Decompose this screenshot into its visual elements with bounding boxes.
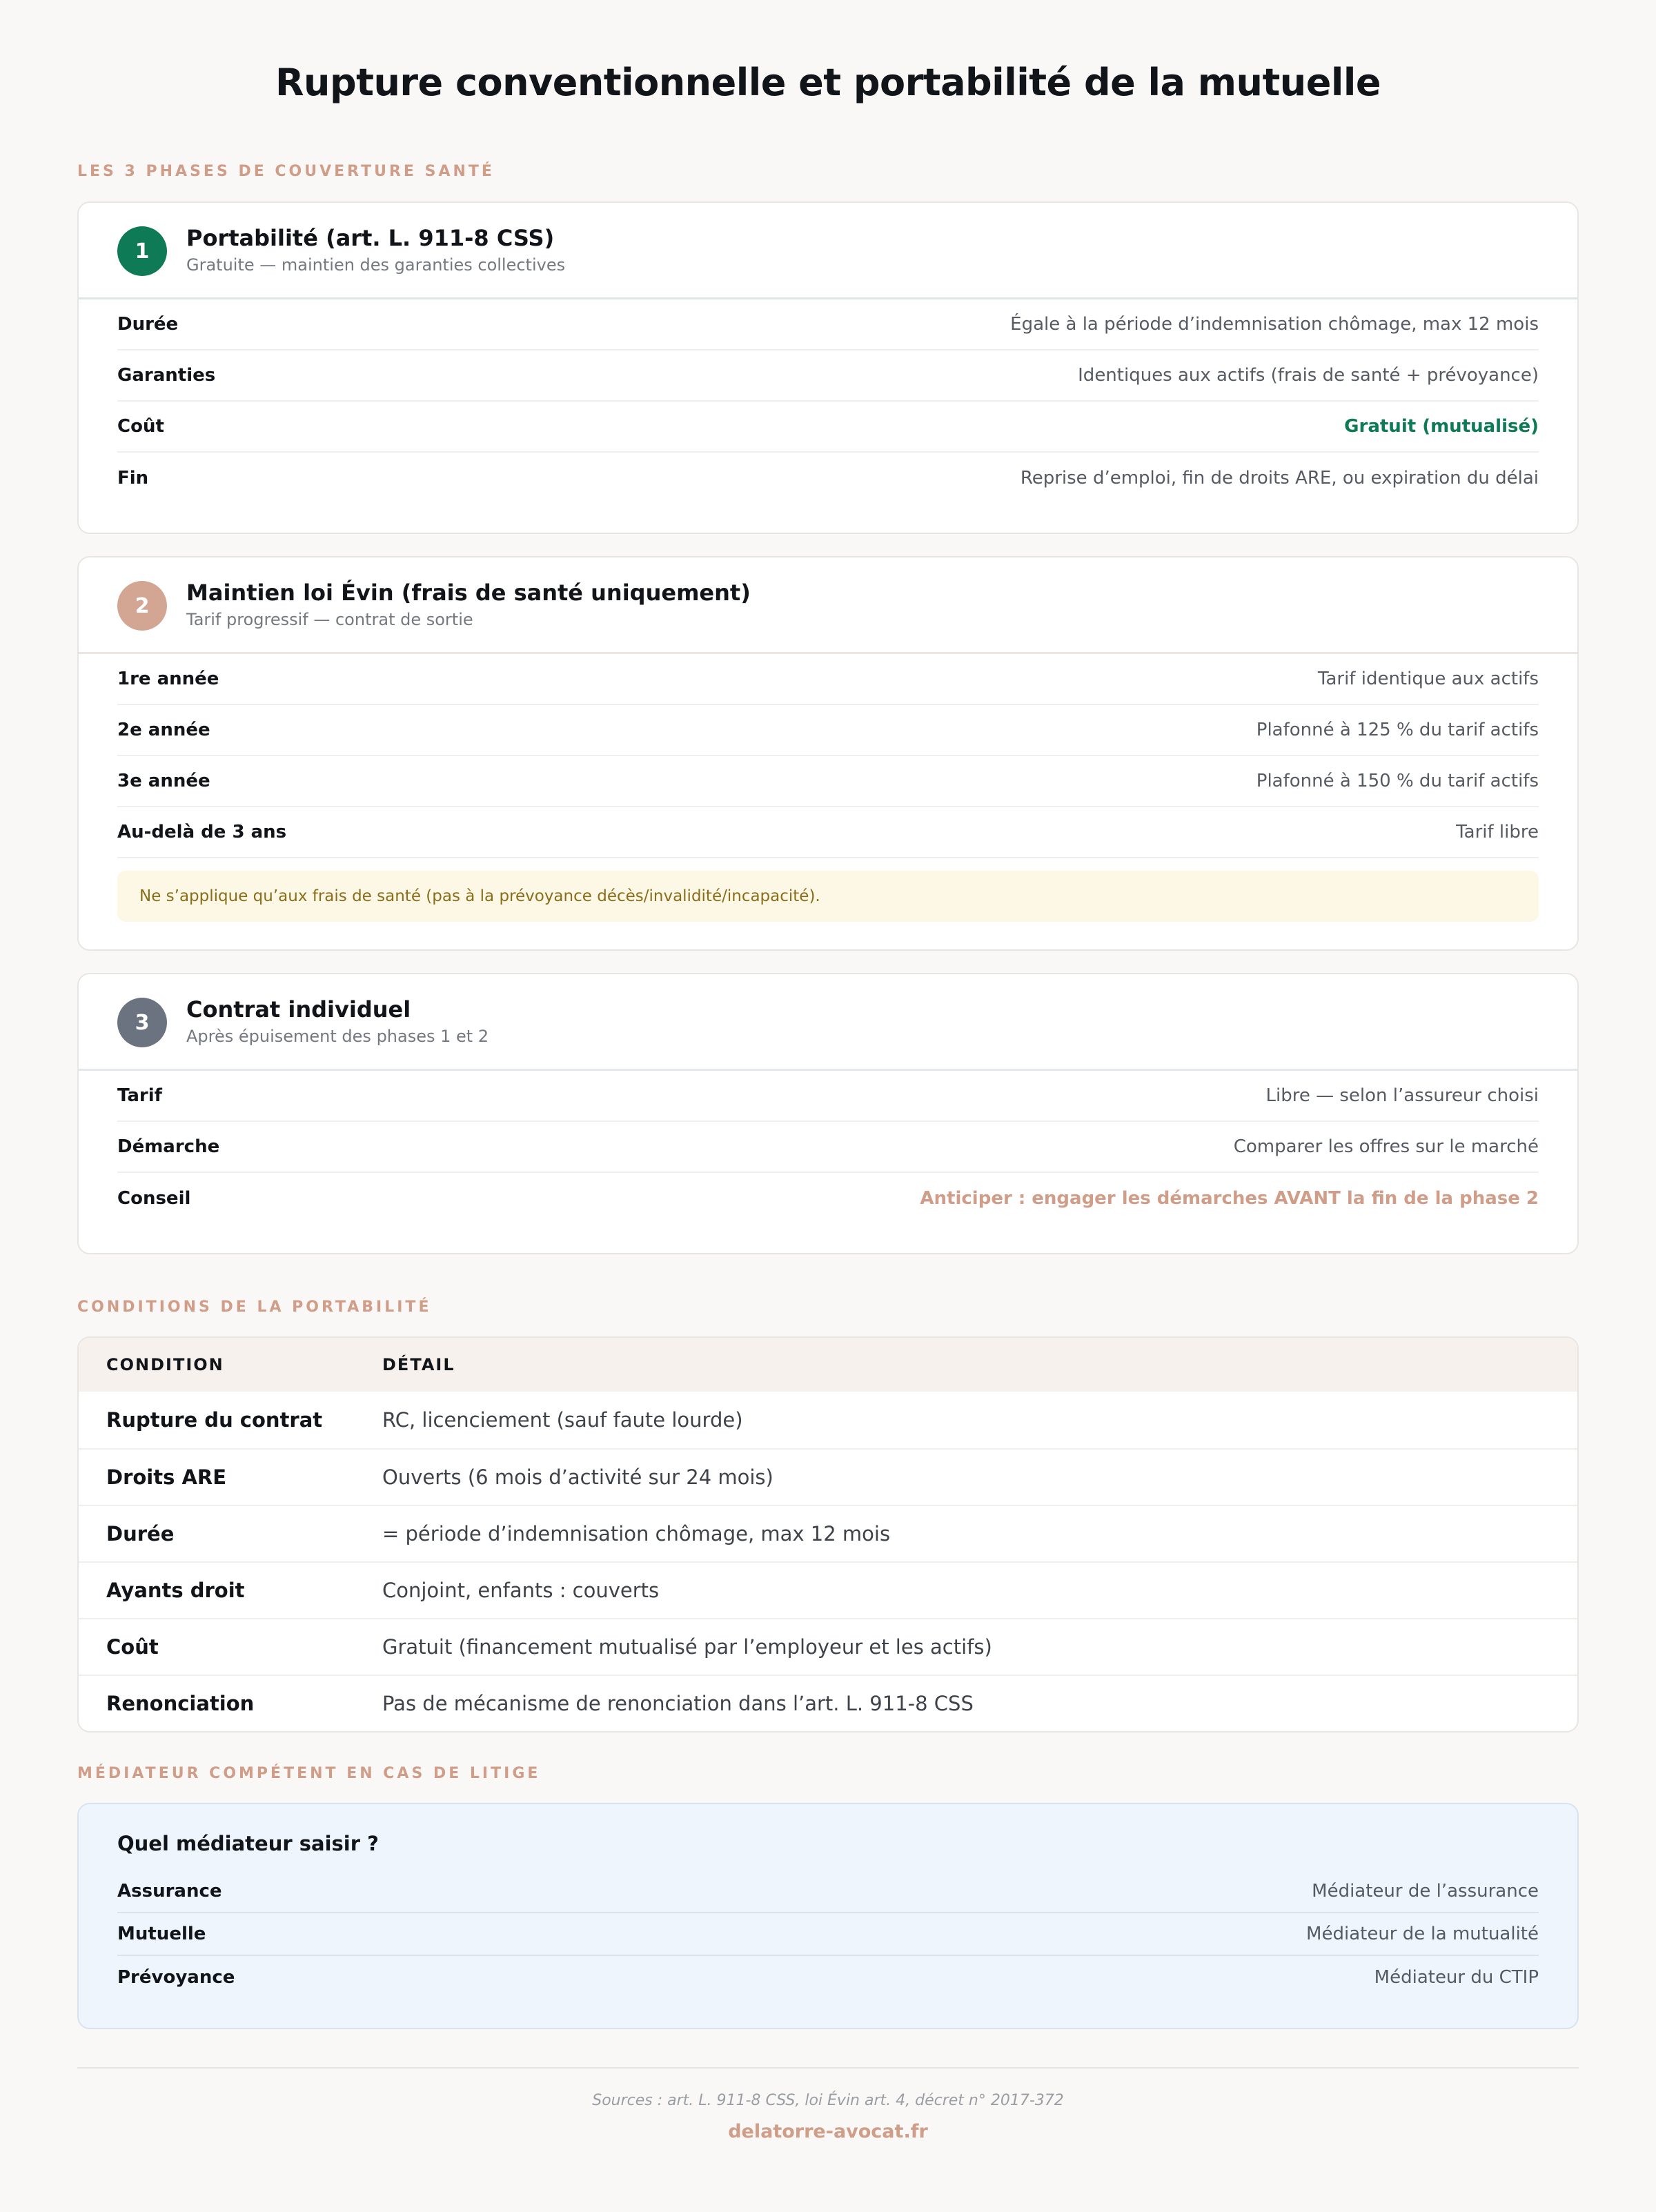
- phase-2-badge: 2: [117, 581, 167, 631]
- footer-site-link[interactable]: delatorre-avocat.fr: [728, 2121, 928, 2142]
- mediator-section-label: MÉDIATEUR COMPÉTENT EN CAS DE LITIGE: [77, 1765, 541, 1782]
- phase-2-header: [79, 557, 1577, 654]
- phase-1-row: [117, 350, 1539, 402]
- phase-2-row: [117, 705, 1539, 756]
- table-cell-detail: Gratuit (financement mutualisé par l’employeur et les actifs): [382, 1635, 992, 1659]
- row-value: Plafonné à 125 % du tarif actifs: [1256, 720, 1539, 740]
- table-row: [79, 1448, 1577, 1505]
- row-value-highlight: Anticiper : engager les démarches AVANT la fin de la phase 2: [920, 1188, 1539, 1209]
- table-cell-condition: Renonciation: [106, 1692, 255, 1715]
- mediator-value: Médiateur de l’assurance: [1312, 1881, 1539, 1902]
- row-key: Coût: [117, 416, 164, 437]
- conditions-table: [77, 1336, 1579, 1732]
- row-value: Tarif identique aux actifs: [1317, 669, 1539, 689]
- phase-3-row: [117, 1122, 1539, 1173]
- mediator-title: Quel médiateur saisir ?: [117, 1832, 379, 1855]
- footer-divider: [77, 2067, 1579, 2068]
- table-row: [79, 1675, 1577, 1731]
- row-key: Conseil: [117, 1188, 191, 1209]
- column-header-detail: DÉTAIL: [382, 1355, 455, 1374]
- row-value: Identiques aux actifs (frais de santé + prévoyance): [1078, 365, 1539, 386]
- table-cell-detail: = période d’indemnisation chômage, max 12 mois: [382, 1522, 891, 1546]
- table-cell-detail: RC, licenciement (sauf faute lourde): [382, 1408, 743, 1432]
- phase-3-header: [79, 974, 1577, 1071]
- mediator-key: Assurance: [117, 1881, 222, 1902]
- table-cell-detail: Pas de mécanisme de renonciation dans l’art. L. 911-8 CSS: [382, 1692, 974, 1715]
- mediator-key: Prévoyance: [117, 1967, 235, 1988]
- phase-1-title: Portabilité (art. L. 911-8 CSS): [186, 225, 555, 251]
- row-key: Tarif: [117, 1085, 162, 1106]
- row-key: 1re année: [117, 669, 219, 689]
- phase-3-subtitle: Après épuisement des phases 1 et 2: [186, 1027, 489, 1046]
- row-value: Libre — selon l’assureur choisi: [1265, 1085, 1539, 1106]
- phase-3-rows: [79, 1071, 1577, 1224]
- table-cell-detail: Conjoint, enfants : couverts: [382, 1579, 660, 1602]
- phase-1-row: [117, 402, 1539, 453]
- phase-1-card: [77, 201, 1579, 534]
- table-row: [79, 1618, 1577, 1675]
- phase-1-rows: [79, 299, 1577, 504]
- row-value: Égale à la période d’indemnisation chômage, max 12 mois: [1010, 314, 1539, 335]
- row-key: Durée: [117, 314, 179, 335]
- table-cell-condition: Droits ARE: [106, 1465, 227, 1489]
- phase-2-subtitle: Tarif progressif — contrat de sortie: [186, 610, 473, 629]
- row-key: Fin: [117, 468, 149, 488]
- table-cell-condition: Rupture du contrat: [106, 1408, 323, 1432]
- phase-2-title: Maintien loi Évin (frais de santé uniquement): [186, 580, 751, 606]
- phase-2-card: [77, 556, 1579, 951]
- footer-sources: Sources : art. L. 911-8 CSS, loi Évin art. 4, décret n° 2017-372: [592, 2092, 1064, 2109]
- phases-section-label: LES 3 PHASES DE COUVERTURE SANTÉ: [77, 163, 495, 180]
- row-key: Au-delà de 3 ans: [117, 822, 287, 842]
- column-header-condition: CONDITION: [106, 1355, 224, 1374]
- phase-3-row: [117, 1071, 1539, 1122]
- phase-2-note: Ne s’applique qu’aux frais de santé (pas à la prévoyance décès/invalidité/incapacité).: [117, 871, 1539, 922]
- phase-2-row: [117, 756, 1539, 807]
- mediator-value: Médiateur du CTIP: [1374, 1967, 1539, 1988]
- row-value: Reprise d’emploi, fin de droits ARE, ou expiration du délai: [1020, 468, 1539, 488]
- mediator-row: [117, 1956, 1539, 1999]
- phase-1-row: [117, 299, 1539, 350]
- table-cell-condition: Coût: [106, 1635, 159, 1659]
- phase-3-row: [117, 1173, 1539, 1224]
- phase-3-badge: 3: [117, 998, 167, 1047]
- phase-1-badge: 1: [117, 226, 167, 276]
- phase-1-row: [117, 453, 1539, 504]
- row-key: 2e année: [117, 720, 210, 740]
- table-cell-detail: Ouverts (6 mois d’activité sur 24 mois): [382, 1465, 773, 1489]
- phase-2-row: [117, 654, 1539, 705]
- row-value: Plafonné à 150 % du tarif actifs: [1256, 771, 1539, 791]
- table-row: [79, 1392, 1577, 1448]
- row-key: Garanties: [117, 365, 216, 386]
- row-key: Démarche: [117, 1136, 220, 1157]
- table-header: [79, 1338, 1577, 1392]
- mediator-row: [117, 1870, 1539, 1913]
- row-value: Tarif libre: [1456, 822, 1539, 842]
- phase-2-rows: [79, 654, 1577, 922]
- phase-3-title: Contrat individuel: [186, 996, 411, 1023]
- table-row: [79, 1505, 1577, 1561]
- page-title: Rupture conventionnelle et portabilité de la mutuelle: [275, 61, 1381, 104]
- phase-3-card: [77, 973, 1579, 1254]
- mediator-value: Médiateur de la mutualité: [1306, 1924, 1539, 1944]
- phase-1-header: [79, 203, 1577, 299]
- mediator-key: Mutuelle: [117, 1924, 206, 1944]
- mediator-row: [117, 1913, 1539, 1956]
- row-value-highlight: Gratuit (mutualisé): [1344, 416, 1539, 437]
- mediator-box: [77, 1803, 1579, 2029]
- phase-1-subtitle: Gratuite — maintien des garanties collectives: [186, 255, 566, 275]
- table-cell-condition: Durée: [106, 1522, 175, 1546]
- table-row: [79, 1561, 1577, 1618]
- phase-2-row: [117, 807, 1539, 858]
- table-cell-condition: Ayants droit: [106, 1579, 245, 1602]
- conditions-section-label: CONDITIONS DE LA PORTABILITÉ: [77, 1298, 432, 1316]
- row-key: 3e année: [117, 771, 210, 791]
- row-value: Comparer les offres sur le marché: [1233, 1136, 1539, 1157]
